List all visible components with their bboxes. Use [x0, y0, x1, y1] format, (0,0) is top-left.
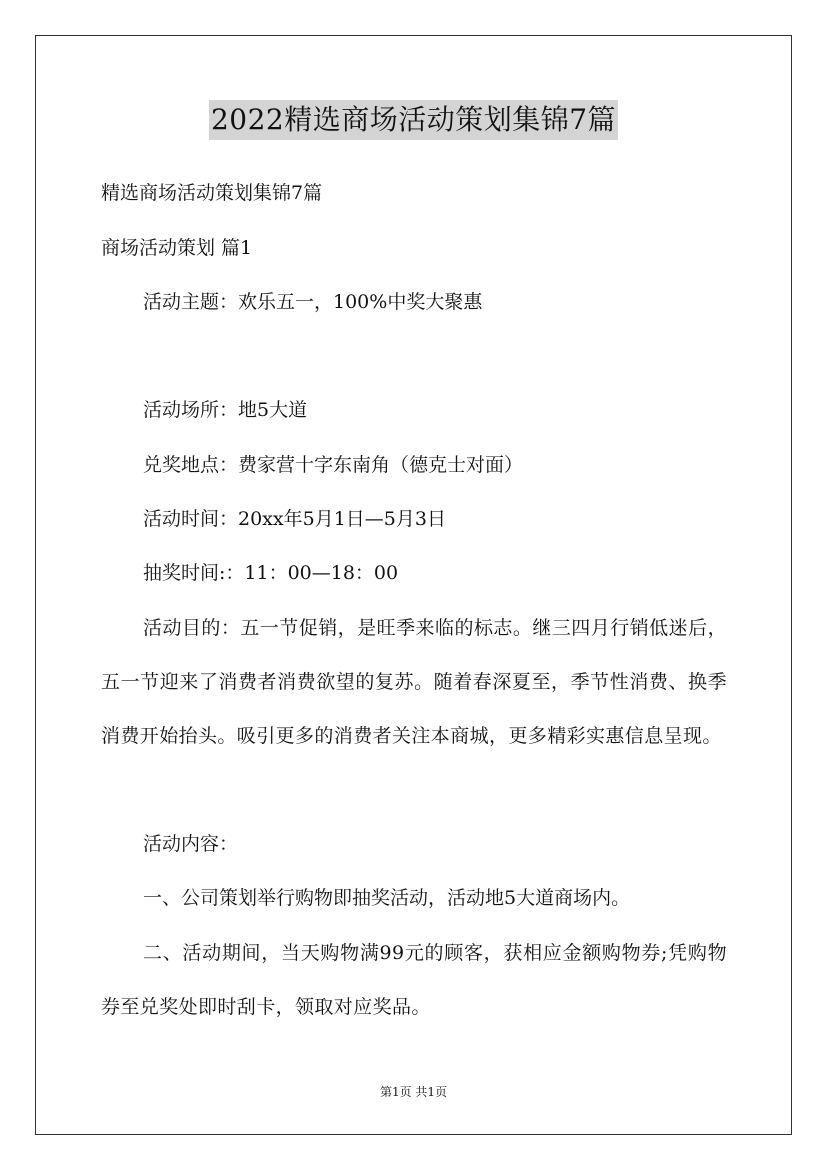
content-item-2: 二、活动期间，当天购物满99元的顾客，获相应金额购物券;凭购物券至兑奖处即时刮卡，领取对应奖品。: [101, 942, 727, 1018]
content-item-1: 一、公司策划举行购物即抽奖活动，活动地5大道商场内。: [143, 887, 631, 909]
document-title: 2022精选商场活动策划集锦7篇: [209, 100, 618, 140]
activity-theme: 活动主题：欢乐五一，100%中奖大聚惠: [143, 291, 483, 313]
draw-time: 抽奖时间:：11：00—18：00: [143, 562, 399, 584]
document-subtitle: 精选商场活动策划集锦7篇: [101, 182, 323, 204]
activity-venue: 活动场所：地5大道: [143, 399, 308, 421]
title-wrap: [0, 100, 827, 140]
activity-time: 活动时间：20xx年5月1日—5月3日: [143, 508, 446, 530]
section-heading: 商场活动策划 篇1: [101, 237, 253, 259]
redeem-place: 兑奖地点：费家营十字东南角（德克士对面）: [143, 454, 524, 476]
page-footer: 第1页 共1页: [379, 1085, 448, 1099]
activity-content-label: 活动内容：: [143, 833, 239, 855]
activity-purpose: 活动目的：五一节促销，是旺季来临的标志。继三四月行销低迷后，五一节迎来了消费者消费欲望的复苏。随着春深夏至，季节性消费、换季消费开始抬头。吸引更多的消费者关注本商城，更多精彩实惠信息呈现。: [101, 617, 727, 747]
